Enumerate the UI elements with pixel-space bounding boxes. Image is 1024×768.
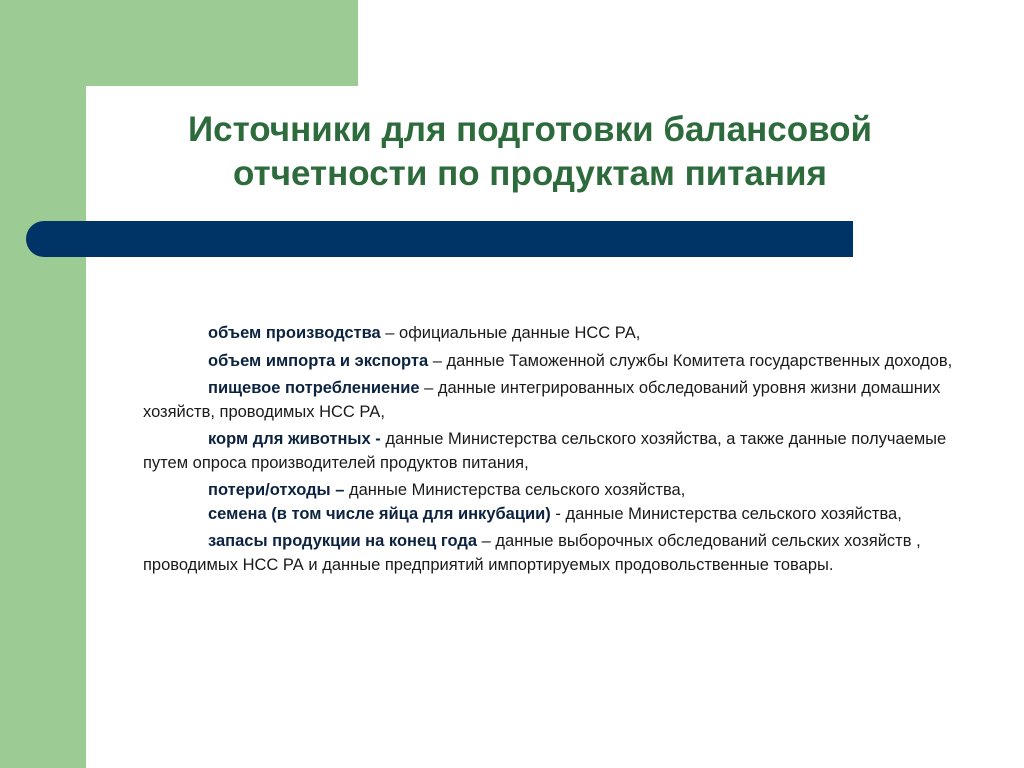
item-description: – данные интегрированных обследований уровня жизни домашних хозяйств, проводимых НСС РА,: [143, 379, 941, 421]
list-item-seeds: [143, 503, 958, 527]
item-term: корм для животных -: [208, 430, 386, 448]
item-description: – официальные данные НСС РА,: [380, 324, 641, 342]
list-item-import-export: [143, 350, 958, 374]
slide-title-line-1: Источники для подготовки балансовой: [187, 110, 873, 149]
decor-navy-bar: [26, 221, 853, 257]
list-item-stocks: [143, 530, 958, 577]
item-description: данные Министерства сельского хозяйства, а также данные получаемые путем опроса производителей продуктов питания,: [143, 430, 947, 472]
item-description: данные Министерства сельского хозяйства,: [344, 481, 686, 499]
sources-list: [143, 322, 958, 581]
decor-green-block: [0, 0, 358, 86]
item-description: – данные выборочных обследований сельских хозяйств , проводимых НСС РА и данные предприятий импортируемых продовольственные товары.: [143, 532, 921, 574]
list-item-production: [143, 322, 958, 346]
list-item-animal-feed: [143, 428, 958, 475]
item-term: запасы продукции на конец года: [208, 532, 478, 550]
item-term: объем производства: [208, 324, 381, 342]
item-term: пищевое потреблениение: [208, 379, 420, 397]
item-description: - данные Министерства сельского хозяйства,: [550, 504, 902, 523]
item-term: семена (в том числе яйца для инкубации): [208, 504, 551, 523]
item-description: – данные Таможенной службы Комитета государственных доходов,: [428, 351, 953, 370]
slide-title-line-2: отчетности по продуктам питания: [233, 154, 827, 193]
list-item-losses: [143, 479, 958, 503]
item-term: объем импорта и экспорта: [208, 351, 429, 370]
list-item-food-consumption: [143, 377, 958, 424]
slide-title: [100, 108, 960, 196]
item-term: потери/отходы –: [208, 481, 345, 499]
decor-green-strip: [0, 0, 86, 768]
